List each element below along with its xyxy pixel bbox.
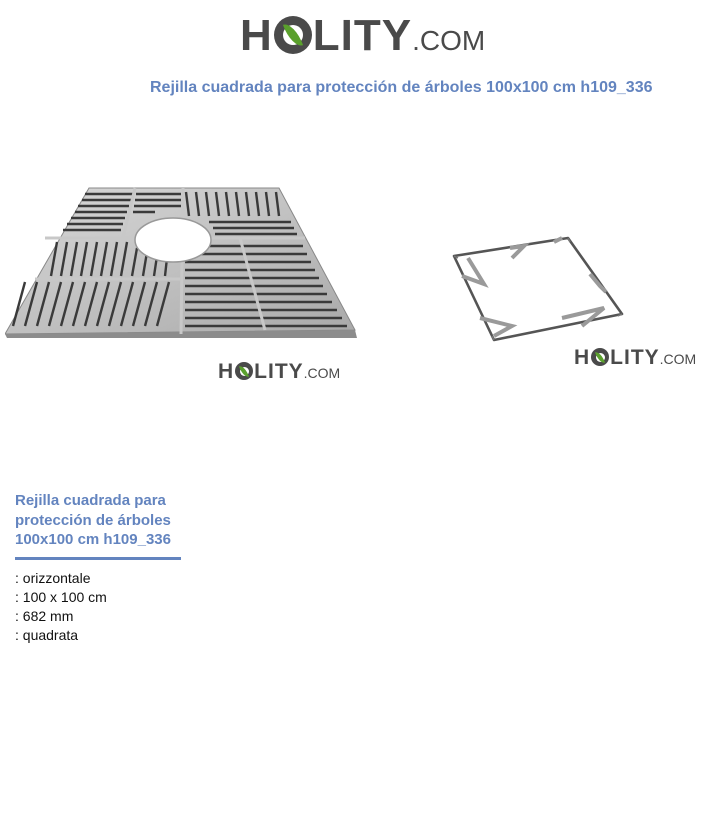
watermark-text-lity: LITY: [610, 346, 660, 369]
logo-text-lity: LITY: [312, 11, 413, 60]
product-title: Rejilla cuadrada para protección de árboles 100x100 cm h109_336: [15, 491, 181, 560]
grate-image-watermark: [218, 360, 340, 384]
spec-item: : orizzontale: [15, 569, 91, 586]
spec-item: : 100 x 100 cm: [15, 588, 107, 605]
watermark-text-lity: LITY: [254, 360, 304, 383]
logo-leaf-icon: [235, 362, 253, 380]
spec-item: : 682 mm: [15, 607, 74, 624]
watermark-text-h: H: [574, 346, 591, 369]
watermark-text-h: H: [218, 360, 235, 383]
tree-grate-image: [5, 186, 357, 338]
logo-text-domain: .COM: [412, 25, 486, 56]
spec-list: [15, 569, 185, 645]
watermark-text-domain: .COM: [659, 351, 697, 367]
grate-frame-image: [450, 236, 624, 342]
holity-logo[interactable]: [240, 12, 485, 60]
spec-item: : quadrata: [15, 626, 79, 643]
logo-leaf-icon: [274, 16, 312, 54]
logo-leaf-icon: [591, 348, 609, 366]
logo-text-h: H: [240, 11, 273, 60]
frame-image-watermark: [574, 346, 696, 370]
product-details: [15, 491, 185, 645]
page-title: Rejilla cuadrada para protección de árboles 100x100 cm h109_336: [150, 79, 653, 96]
watermark-text-domain: .COM: [303, 365, 341, 381]
